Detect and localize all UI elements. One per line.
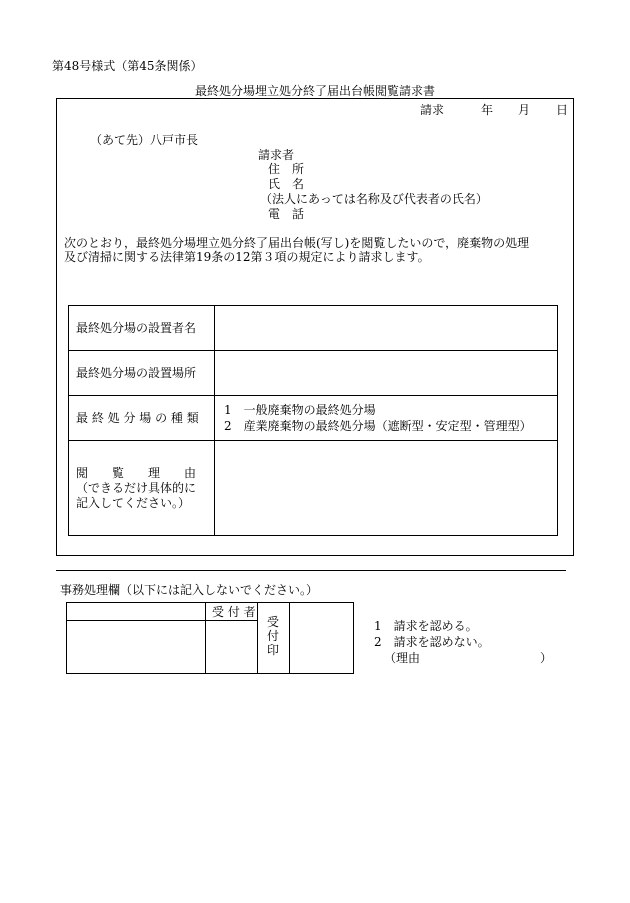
- reason-open: （理由: [384, 651, 421, 665]
- office-use-title: 事務処理欄（以下には記入しないでください。）: [60, 583, 319, 597]
- facility-type-option-1: 1 一般廃棄物の最終処分場: [224, 403, 376, 417]
- row-installation-site-label: 最終処分場の設置場所: [76, 366, 197, 380]
- date-year-label: 年: [481, 103, 494, 117]
- requester-label: 請求者: [258, 148, 295, 162]
- office-table-divider: [205, 602, 206, 674]
- requester-corp-note: （法人にあっては名称及び代表者の氏名）: [260, 192, 488, 206]
- office-use-table: [66, 602, 354, 674]
- table-column-divider: [214, 305, 215, 536]
- decision-deny: 2 請求を認めない。: [374, 635, 490, 649]
- receiver-label: 受 付 者: [212, 605, 256, 619]
- addressee: （あて先）八戸市長: [90, 133, 199, 147]
- table-row-divider: [68, 395, 558, 396]
- date-month-label: 月: [518, 103, 531, 117]
- table-row-divider: [68, 350, 558, 351]
- request-statement-line2: 及び清掃に関する法律第19条の12第３項の規定により請求します。: [64, 250, 430, 264]
- form-title: 最終処分場埋立処分終了届出台帳閲覧請求書: [194, 84, 435, 98]
- requester-phone-label: 電 話: [268, 207, 305, 221]
- office-section-separator: [56, 570, 566, 571]
- table-row-divider: [68, 440, 558, 441]
- row-reason-note-1: （できるだけ具体的に: [76, 481, 197, 495]
- stamp-label-2: 付: [267, 629, 280, 643]
- form-number: 第48号様式（第45条関係）: [52, 59, 203, 73]
- stamp-label-1: 受: [267, 615, 280, 629]
- date-day-label: 日: [556, 103, 569, 117]
- office-table-divider: [66, 620, 257, 621]
- reason-close: ）: [540, 651, 553, 665]
- row-reason-label: 閲 覧 理 由: [76, 466, 197, 480]
- row-facility-type-label: 最 終 処 分 場 の 種 類: [76, 411, 199, 425]
- requester-name-label: 氏 名: [268, 177, 305, 191]
- request-statement-line1: 次のとおり，最終処分場埋立処分終了届出台帳(写し)を閲覧したいので，廃棄物の処理: [64, 236, 530, 250]
- row-reason-note-2: 記入してください。）: [76, 496, 191, 510]
- office-table-divider: [257, 602, 258, 674]
- requester-address-label: 住 所: [268, 162, 305, 176]
- office-table-divider: [289, 602, 290, 674]
- date-seikyu-label: 請求: [420, 103, 445, 117]
- row-installer-name-label: 最終処分場の設置者名: [76, 321, 197, 335]
- facility-type-option-2: 2 産業廃棄物の最終処分場（遮断型・安定型・管理型）: [224, 419, 532, 433]
- stamp-label-3: 印: [267, 643, 280, 657]
- decision-approve: 1 請求を認める。: [374, 619, 478, 633]
